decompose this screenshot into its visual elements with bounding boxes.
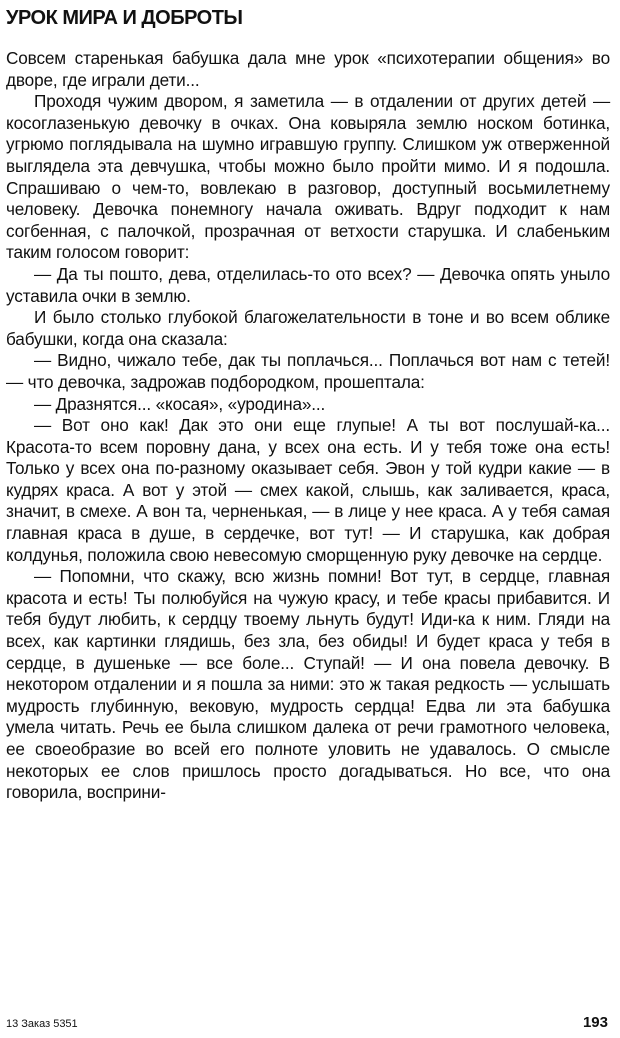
- paragraph: — Да ты пошто, дева, отделилась-то ото всех? — Девочка опять уныло уставила очки в землю.: [6, 263, 610, 306]
- paragraph: — Видно, чижало тебе, дак ты поплачься... Поплачься вот нам с тетей! — что девочка, задрожав подбородком, прошептала:: [6, 350, 610, 392]
- page-footer: [6, 1014, 608, 1034]
- paragraph: И было столько глубокой благожелательности в тоне и во всем облике бабушки, когда она сказала:: [6, 307, 610, 349]
- paragraph: — Попомни, что скажу, всю жизнь помни! Вот тут, в сердце, главная красота и есть! Ты полюбуйся на чужую красу, и тебе красы прибавится. И тебя будут любить, к сердцу твоему льнуть будут! Иди-ка к ним. Гляди на всех, как картинки глядишь, без зла, без обиды! И будет краса у тебя в сердце, в душеньке — все боле... Ступай! — И она повела девочку. В некотором отдалении и я пошла за ними: это ж такая редкость — услышать мудрость глубинную, вековую, мудрость сердца! Едва ли эта бабушка умела читать. Речь ее была слишком далека от речи грамотного человека, ее своеобразие во всей его полноте уловить не удавалось. О смысле некоторых ее слов пришлось просто догадываться. Но все, что она говорила, восприни-: [6, 566, 610, 803]
- paragraph: Проходя чужим двором, я заметила — в отдалении от других детей — косоглазенькую девочку в очках. Она ковыряла землю носком ботинка, угрюмо поглядывала на шумно игравшую группу. Слишком уж отверженной выглядела эта девчушка, чтобы можно было пройти мимо. И я подошла. Спрашиваю о чем-то, вовлекаю в разговор, доступный восьмилетнему человеку. Девочка понемногу начала оживать. Вдруг подходит к нам согбенная, с палочкой, прозрачная от ветхости старушка. И слабеньким таким голосом говорит:: [6, 91, 610, 263]
- paragraph: — Дразнятся... «косая», «уродина»...: [34, 393, 326, 414]
- body-text: [6, 48, 610, 804]
- chapter-title: УРОК МИРА И ДОБРОТЫ: [6, 7, 243, 29]
- paragraph: Совсем старенькая бабушка дала мне урок «психотерапии общения» во дворе, где играли дети...: [6, 48, 610, 90]
- paragraph: — Вот оно как! Дак это они еще глупые! А ты вот послушай-ка... Красота-то всем поровну дана, у всех она есть. И у тебя тоже она есть! Только у всех она по-разному оказывает себя. Эвон у той кудри какие — в кудрях краса. А вот у этой — смех какой, слышь, как заливается, краса, значит, в смехе. А вон та, черненькая, — в лице у нее краса. А у тебя самая главная краса в душе, в сердечке, вот тут! — И старушка, как добрая колдунья, положила свою невесомую сморщенную руку девочке на сердце.: [6, 415, 610, 565]
- printer-signature: 13 Заказ 5351: [6, 1018, 78, 1030]
- page-number: 193: [582, 1014, 608, 1031]
